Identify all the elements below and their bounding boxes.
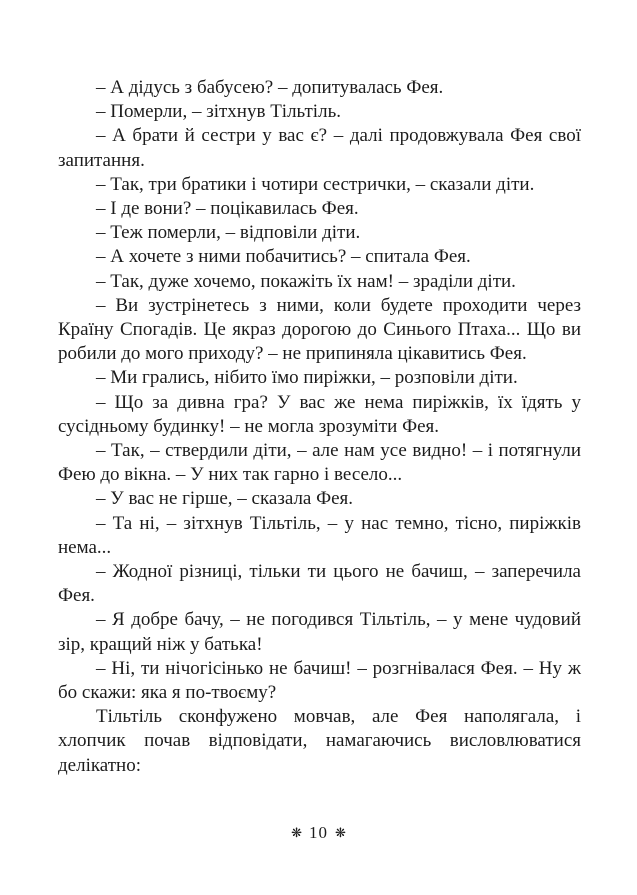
floral-ornament-icon: ❋ [335, 826, 346, 841]
paragraph: – Так, – ствердили діти, – але нам усе видно! – і потягнули Фею до вікна. – У них так гарно і весело... [58, 440, 581, 486]
paragraph: – Ви зустрінетесь з ними, коли будете проходити через Країну Спогадів. Це якраз дорогою до Синього Птаха... Що ви робили до мого приходу? – не припиняла цікавитись Фея. [58, 294, 581, 365]
paragraph: – Що за дивна гра? У вас же нема пиріжків, їх їдять у сусідньому будинку! – не могла зрозуміти Фея. [58, 391, 581, 437]
text-block [58, 76, 581, 778]
page-footer [0, 822, 637, 846]
paragraph: – Так, дуже хочемо, покажіть їх нам! – зраділи діти. [96, 270, 516, 292]
paragraph: – Ні, ти нічогісінько не бачиш! – розгнівалася Фея. – Ну ж бо скажи: яка я по-твоєму? [58, 657, 581, 704]
paragraph: – А дідусь з бабусею? – допитувалась Фея. [96, 77, 444, 98]
paragraph: – Жодної різниці, тільки ти цього не бачиш, – заперечила Фея. [58, 561, 581, 607]
paragraph: – Померли, – зітхнув Тільтіль. [96, 101, 341, 123]
paragraph: Тільтіль сконфужено мовчав, але Фея наполягала, і хлопчик почав відповідати, намагаючись висловлюватися делікатно: [58, 706, 581, 776]
paragraph: – Я добре бачу, – не погодився Тільтіль, – у мене чудовий зір, кращий ніж у батька! [58, 609, 581, 655]
floral-ornament-icon: ❋ [291, 826, 302, 841]
paragraph: – Та ні, – зітхнув Тільтіль, – у нас темно, тісно, пиріжків нема... [58, 512, 581, 558]
paragraph: – А хочете з ними побачитись? – спитала Фея. [96, 246, 471, 268]
paragraph: – Так, три братики і чотири сестрички, – сказали діти. [96, 173, 535, 195]
paragraph: – І де вони? – поцікавилась Фея. [96, 198, 359, 220]
paragraph: – Теж померли, – відповіли діти. [96, 222, 361, 244]
paragraph: – А брати й сестри у вас є? – далі продовжувала Фея свої запитання. [58, 125, 581, 171]
page-number: 10 [309, 823, 328, 842]
paragraph: – Ми грались, нібито їмо пиріжки, – розповіли діти. [96, 367, 518, 389]
paragraph: – У вас не гірше, – сказала Фея. [96, 488, 354, 510]
